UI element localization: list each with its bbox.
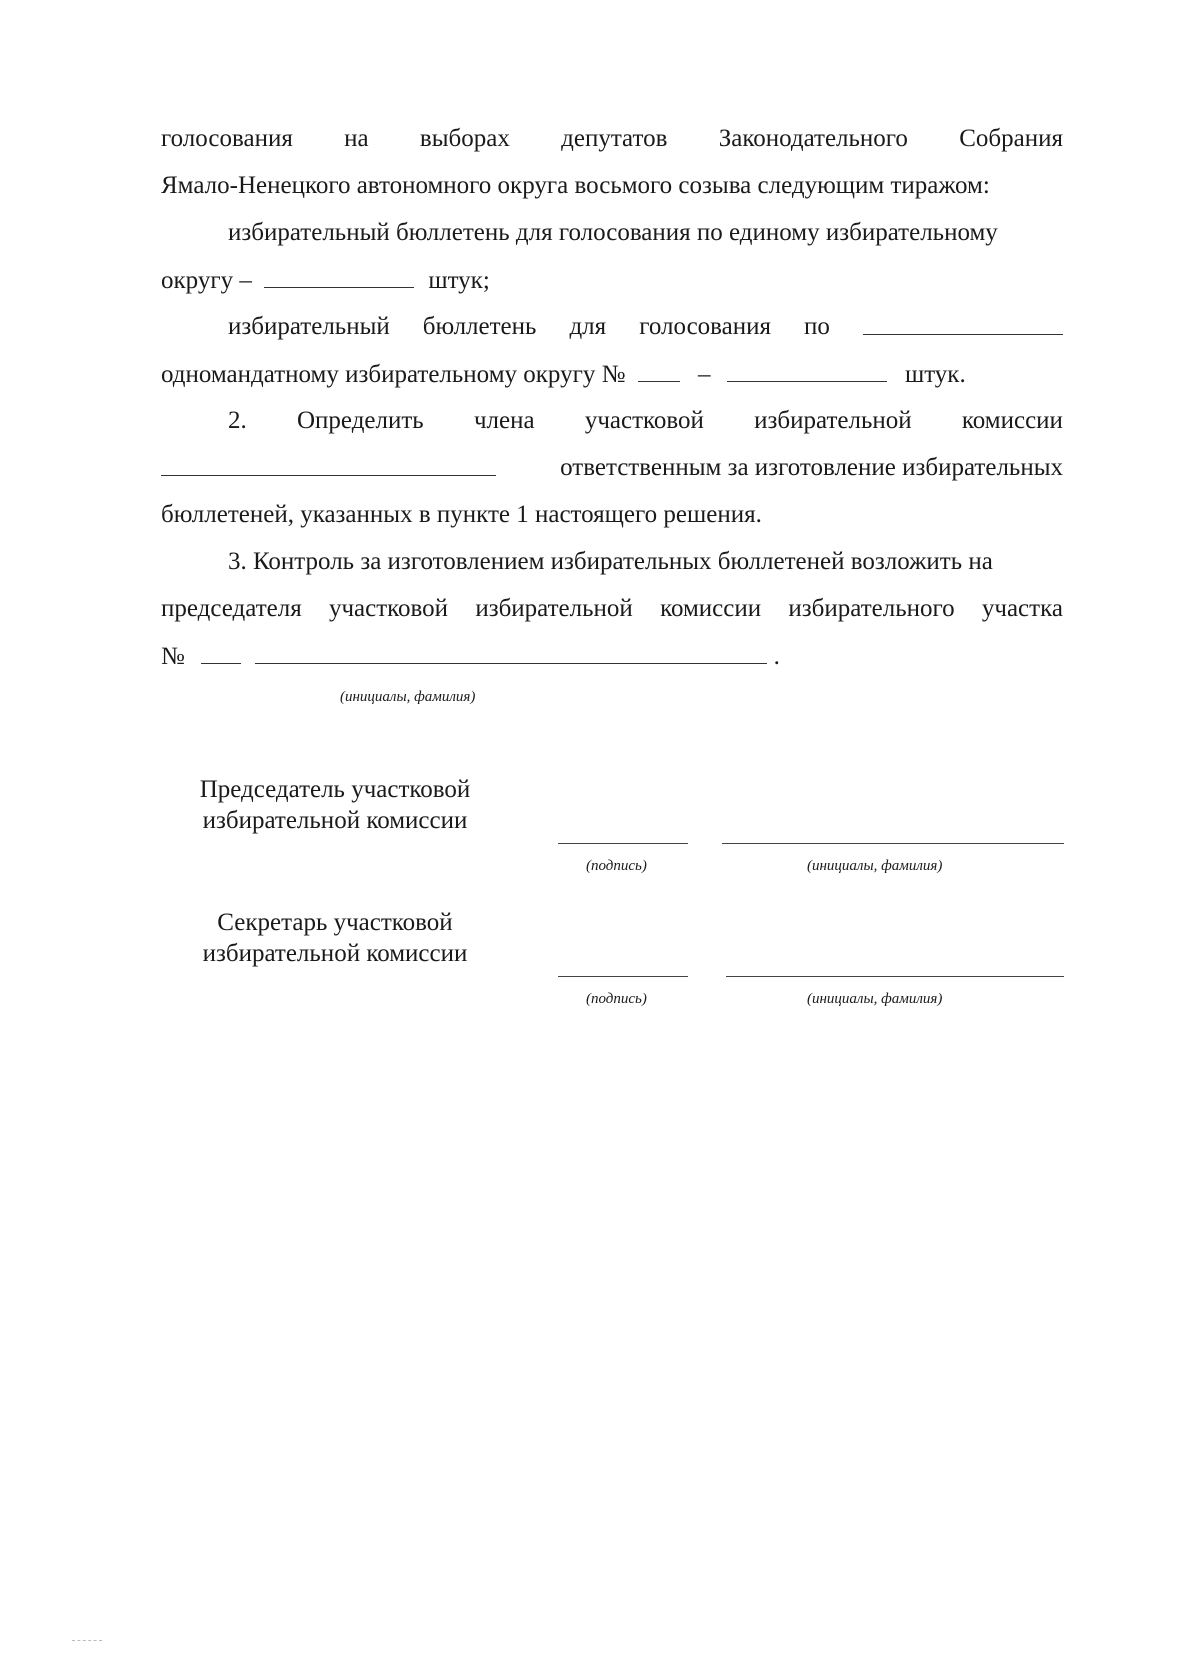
word: депутатов	[561, 125, 668, 152]
word: участка	[981, 595, 1063, 622]
word: Собрания	[959, 125, 1063, 152]
item-3-line-2	[161, 594, 1063, 624]
secretary-title-line-2: избирательной комиссии	[202, 940, 468, 967]
chairman-title-line-2: избирательной комиссии	[202, 807, 468, 834]
chairman-title-line-1: Председатель участковой	[199, 776, 471, 803]
word: избирательного	[788, 595, 955, 622]
item-3-line-1: 3. Контроль за изготовлением избирательных бюллетеней возложить на	[228, 548, 993, 575]
dash: –	[697, 361, 711, 388]
number-sign: №	[161, 643, 185, 670]
item-2-suffix: ответственным за изготовление избирательных	[560, 454, 1063, 481]
precinct-number-blank[interactable]	[201, 641, 241, 664]
item-number: 2.	[228, 407, 247, 434]
word: бюллетень	[422, 313, 537, 340]
item-2-line-3: бюллетеней, указанных в пункте 1 настоящего решения.	[161, 501, 762, 528]
chairman-signature-line[interactable]	[558, 843, 688, 844]
secretary-title	[150, 907, 520, 969]
secretary-signature-caption: (подпись)	[586, 991, 647, 1007]
word: голосования	[639, 313, 772, 340]
chairman-name-blank[interactable]	[255, 641, 767, 664]
bullet-1-prefix: округу –	[161, 267, 252, 294]
paragraph-1-line-1	[161, 124, 1063, 154]
word: комиссии	[961, 407, 1063, 434]
secretary-signature-line[interactable]	[558, 976, 688, 977]
word: участковой	[584, 407, 704, 434]
item-2-line-1	[228, 406, 1063, 436]
scan-artifact	[72, 1640, 102, 1641]
bullet-1-suffix: штук;	[428, 267, 490, 294]
word: голосования	[161, 125, 293, 152]
district-name-blank[interactable]	[863, 312, 1063, 335]
secretary-name-caption: (инициалы, фамилия)	[807, 991, 943, 1007]
item-3-line-3	[161, 641, 1063, 672]
district-number-blank[interactable]	[638, 359, 680, 382]
word: для	[569, 313, 607, 340]
bullet-1-line-2	[161, 265, 1063, 296]
word: избирательной	[475, 595, 633, 622]
word: Определить	[297, 407, 424, 434]
bullet-2-suffix: штук.	[904, 361, 966, 388]
member-name-blank[interactable]	[161, 453, 496, 476]
bullet-2-line-1	[228, 312, 1063, 342]
chairman-signature-caption: (подпись)	[586, 858, 647, 874]
chairman-name-caption: (инициалы, фамилия)	[807, 858, 943, 874]
word: члена	[473, 407, 535, 434]
bullet-2-line-2	[161, 359, 1063, 390]
word: председателя	[161, 595, 302, 622]
copies-count-blank-2[interactable]	[727, 359, 887, 382]
word: по	[804, 313, 830, 340]
paragraph-1-line-2: Ямало-Ненецкого автономного округа восьмого созыва следующим тиражом:	[161, 172, 990, 199]
word: Законодательного	[718, 125, 908, 152]
period: .	[773, 643, 780, 670]
word: на	[344, 125, 369, 152]
bullet-2-prefix: одномандатному избирательному округу №	[161, 361, 626, 388]
bullet-1-line-1: избирательный бюллетень для голосования по единому избирательному	[228, 219, 998, 246]
copies-count-blank[interactable]	[264, 265, 414, 288]
word: комиссии	[660, 595, 762, 622]
word: участковой	[328, 595, 449, 622]
chairman-title	[150, 774, 520, 836]
word: избирательной	[754, 407, 912, 434]
secretary-name-line[interactable]	[726, 976, 1064, 977]
secretary-title-line-1: Секретарь участковой	[217, 909, 453, 936]
word: избирательный	[228, 313, 390, 340]
chairman-name-line[interactable]	[722, 843, 1064, 844]
name-caption: (инициалы, фамилия)	[340, 689, 476, 705]
word: выборах	[419, 125, 510, 152]
item-2-line-2	[161, 453, 1063, 483]
